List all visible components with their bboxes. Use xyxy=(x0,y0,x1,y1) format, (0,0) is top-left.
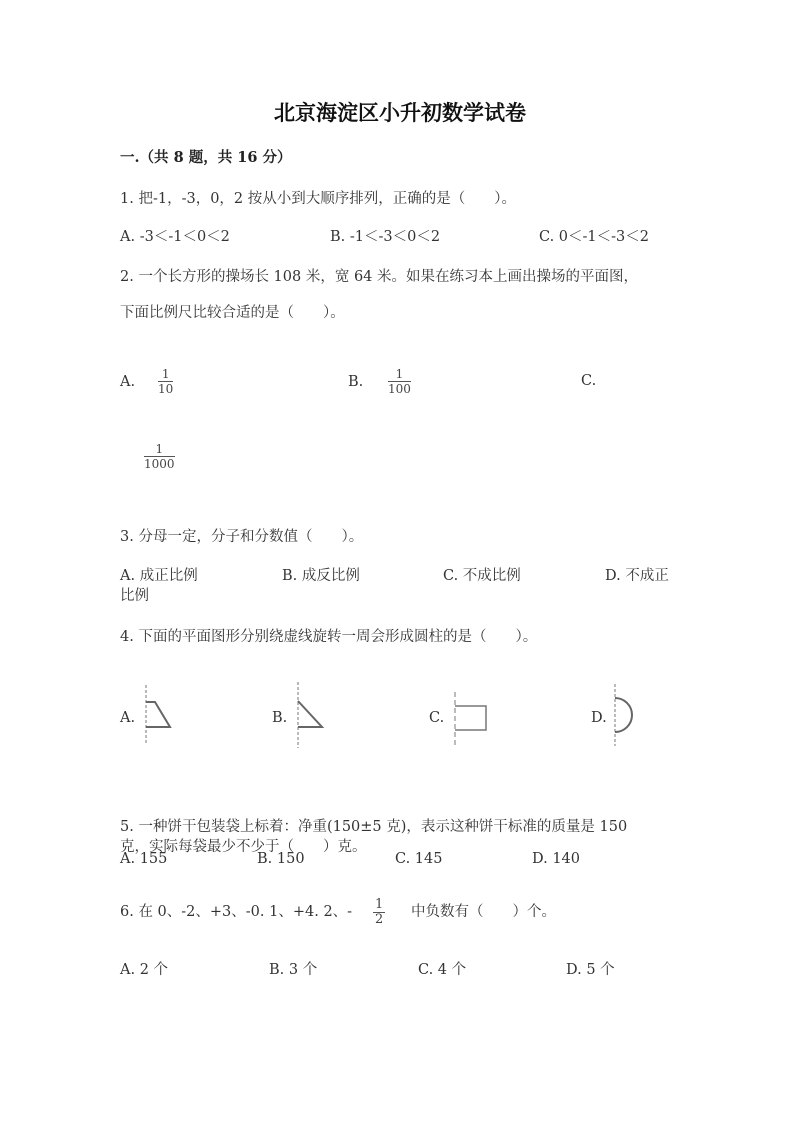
fraction-c: $\frac{1}{1000}$ xyxy=(144,442,175,471)
q1-option-c: C. 0＜-1＜-3＜2 xyxy=(539,229,649,245)
rectangle-figure xyxy=(450,692,490,748)
q4-option-b: B. xyxy=(272,710,288,726)
triangle-figure xyxy=(292,682,332,748)
q6-option-c: C. 4 个 xyxy=(418,962,467,978)
q3-option-b: B. 成反比例 xyxy=(282,568,360,584)
q5-option-c: C. 145 xyxy=(395,851,443,867)
question-3: 3. 分母一定，分子和分数值（ ）。 xyxy=(120,529,364,545)
q5-option-d: D. 140 xyxy=(532,851,581,867)
q4-option-d: D. xyxy=(591,710,607,726)
question-2-line1: 2. 一个长方形的操场长 108 米，宽 64 米。如果在练习本上画出操场的平面图， xyxy=(120,269,639,285)
question-4: 4. 下面的平面图形分别绕虚线旋转一周会形成圆柱的是（ ）。 xyxy=(120,629,538,645)
fraction-b: $\frac{1}{100}$ xyxy=(388,367,411,396)
q1-option-b: B. -1＜-3＜0＜2 xyxy=(330,229,441,245)
page-title: 北京海淀区小升初数学试卷 xyxy=(274,100,526,125)
q3-option-c: C. 不成比例 xyxy=(443,568,521,584)
question-5-line1: 5. 一种饼干包装袋上标着：净重(150±5 克)，表示这种饼干标准的质量是 150 xyxy=(120,819,628,835)
question-6-part1: 6. 在 0、-2、+3、-0. 1、+4. 2、- xyxy=(120,904,353,920)
q5-option-a: A. 155 xyxy=(120,851,168,867)
q6-option-b: B. 3 个 xyxy=(269,962,318,978)
q3-option-a: A. 成正比例 xyxy=(120,568,198,584)
q6-option-a: A. 2 个 xyxy=(120,962,169,978)
fraction-a: $\frac{1}{10}$ xyxy=(158,367,174,396)
q4-option-a: A. xyxy=(120,710,136,726)
question-2-line2: 下面比例尺比较合适的是（ ）。 xyxy=(120,305,345,321)
question-1: 1. 把-1，-3，0，2 按从小到大顺序排列，正确的是（ ）。 xyxy=(120,191,517,207)
q2-option-b: B. xyxy=(348,374,364,390)
q4-option-c: C. xyxy=(429,710,445,726)
question-6-part2: 中负数有（ ）个。 xyxy=(411,904,556,920)
q6-option-d: D. 5 个 xyxy=(566,962,615,978)
q2-option-c: C. xyxy=(581,373,597,389)
semicircle-figure xyxy=(610,684,640,746)
fraction-half: $\frac{1}{2}$ xyxy=(375,897,384,927)
q2-option-a: A. xyxy=(120,374,136,390)
trapezoid-figure xyxy=(140,685,180,745)
q3-option-d: D. 不成正 xyxy=(605,568,669,584)
section-heading: 一.（共 8 题，共 16 分） xyxy=(120,149,292,166)
q5-option-b: B. 150 xyxy=(257,851,305,867)
question-5-line2: 克，实际每袋最少不少于（ ）克。 xyxy=(120,839,367,855)
q1-option-a: A. -3＜-1＜0＜2 xyxy=(120,229,230,245)
q3-option-d-cont: 比例 xyxy=(120,588,149,604)
